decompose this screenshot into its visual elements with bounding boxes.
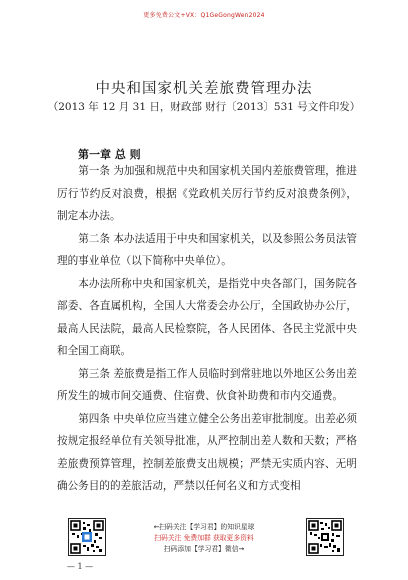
paragraph: 第四条 中央单位应当建立健全公务出差审批制度。出差必须按规定报经单位有关领导批准，从严控制出差人数和天数；严格差旅费预算管理，控制差旅费支出规模；严禁无实质内容、无明确公务目的的差旅活动，严禁以任何名义和方式变相 [57,412,357,492]
promo-line: 扫码关注 免费加群 获取更多资料 [154,534,254,542]
page-footer [0,518,408,580]
document-subtitle: （2013 年 12 月 31 日，财政部 财行〔2013〕531 号文件印发） [47,101,361,113]
qr-code-icon[interactable] [68,518,106,556]
promo-line: 扫码添加【学习君】微信→ [163,545,245,553]
paragraph: 第一条 为加强和规范中央和国家机关国内差旅费管理，推进厉行节约反对浪费，根据《党政机关厉行节约反对浪费条例》，制定本办法。 [57,165,357,222]
paragraph: 第二条 本办法适用于中央和国家机关，以及参照公务员法管理的事业单位（以下简称中央单位）。 [57,232,357,267]
document-body [57,160,357,498]
promo-line: ←扫码关注【学习君】的知识星球 [153,523,255,531]
paragraph: 第三条 差旅费是指工作人员临时到常驻地以外地区公务出差所发生的城市间交通费、住宿费、伙食补助费和市内交通费。 [57,367,357,402]
paragraph: 本办法所称中央和国家机关，是指党中央各部门，国务院各部委、各直属机构，全国人大常委会办公厅，全国政协办公厅，最高人民法院，最高人民检察院，各人民团体、各民主党派中央和全国工商联。 [57,277,357,357]
top-banner: 更多免费公文+VX：Q1GeGongWen2024 [143,12,265,19]
chapter-heading: 第一章 总 则 [78,148,141,161]
qr-code-icon[interactable] [306,518,344,556]
promo-text [112,522,296,555]
page-number: — 1 — [66,562,94,571]
document-title: 中央和国家机关差旅费管理办法 [95,81,313,97]
